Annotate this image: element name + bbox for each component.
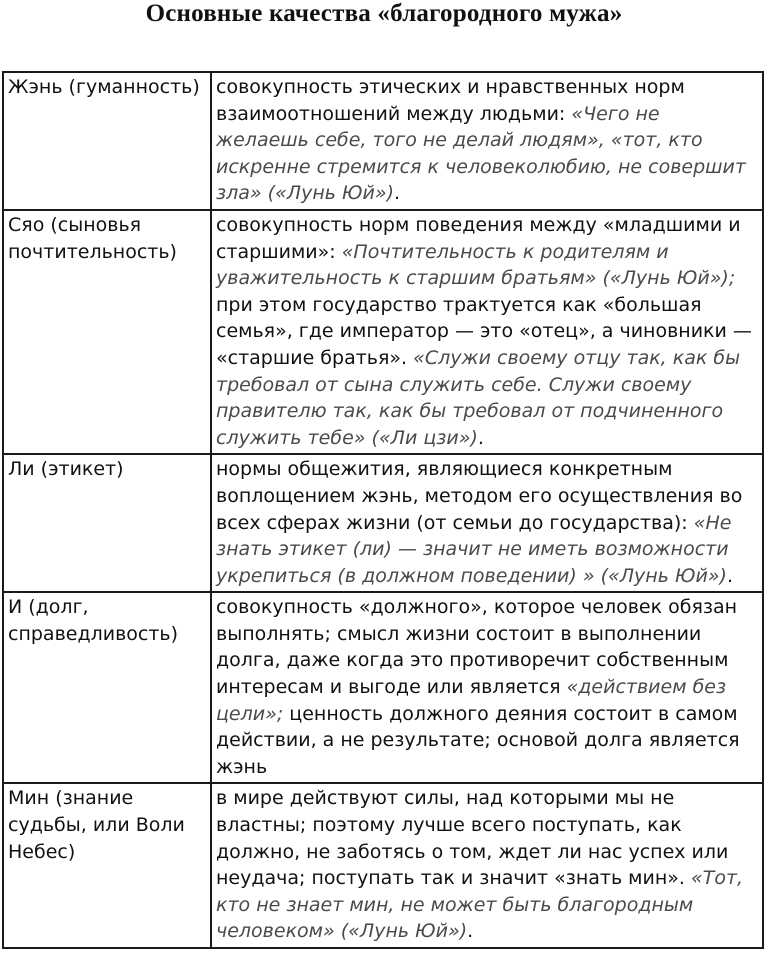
desc-quote: «Служи своему отцу так, как бы требовал от сына служить себе. Служи своему правителю так, как бы требовал от подчиненного служить тебе» («Ли цзи») — [216, 346, 741, 449]
term-cell — [3, 783, 211, 948]
term-xiao: Сяо (сыновья почтительность) — [8, 213, 177, 263]
page-title: Основные качества «благородного мужа» — [145, 0, 623, 27]
description-cell — [211, 783, 763, 948]
desc-quote: «Чего не желаешь себе, того не делай людям», «тот, кто искренне стремится к человеколюбию, не совершит зла» («Лунь Юй») — [216, 102, 746, 205]
desc-text: нормы общежития, являющиеся конкретным воплощением жэнь, методом его осуществления во всех сферах жизни (от семьи до государства): — [216, 458, 743, 534]
desc-text: при этом государство трактуется как «большая семья», где император — это «отец», а чиновники — «старшие братья». — [216, 293, 752, 369]
desc-text: в мире действуют силы, над которыми мы не властны; поэтому лучше всего поступать, как должно, не заботясь о том, ждет ли нас успех или неудача; поступать так и значит «знать мин». — [216, 787, 729, 890]
table-row — [3, 454, 763, 592]
desc-quote: «Тот, кто не знает мин, не может быть благородным человеком» («Лунь Юй») — [216, 867, 744, 943]
term-min: Мин (знание судьбы, или Воли Небес) — [8, 787, 185, 863]
desc-text: совокупность «должного», которое человек обязан выполнять; смысл жизни состоит в выполнении долга, даже когда это противоречит собственным интересам и выгоде или является — [216, 596, 738, 699]
desc-quote: «Не знать этикет (ли) — значит не иметь возможности укрепиться (в должном поведении) » («Лунь Юй») — [216, 511, 732, 587]
table-row — [3, 72, 763, 210]
term-zhen: Жэнь (гуманность) — [8, 76, 200, 98]
desc-text: . — [477, 426, 484, 449]
table-row — [3, 783, 763, 948]
description-cell — [211, 592, 763, 783]
term-li: Ли (этикет) — [8, 458, 124, 481]
desc-text: . — [394, 182, 401, 205]
qualities-table — [2, 71, 764, 949]
description-cell — [211, 72, 763, 210]
term-cell — [3, 210, 211, 454]
desc-text: ценность должного деяния состоит в самом действии, а не результате; основой долга является жэнь — [216, 702, 740, 778]
term-i: И (долг, справедливость) — [8, 596, 179, 645]
table-row — [3, 592, 763, 783]
desc-text: совокупность этических и нравственных норм взаимоотношений между людьми: — [216, 76, 685, 125]
desc-quote: «действием без цели»; — [216, 676, 727, 725]
desc-quote: «Почтительность к родителям и уважительность к старшим братьям» («Лунь Юй»); — [216, 240, 736, 290]
desc-text: . — [726, 564, 733, 587]
description-cell — [211, 210, 763, 454]
term-cell — [3, 592, 211, 783]
term-cell — [3, 72, 211, 210]
table-row — [3, 210, 763, 454]
desc-text: совокупность норм поведения между «младшими и старшими»: — [216, 213, 741, 263]
term-cell — [3, 454, 211, 592]
desc-text: . — [467, 920, 474, 943]
description-cell — [211, 454, 763, 592]
